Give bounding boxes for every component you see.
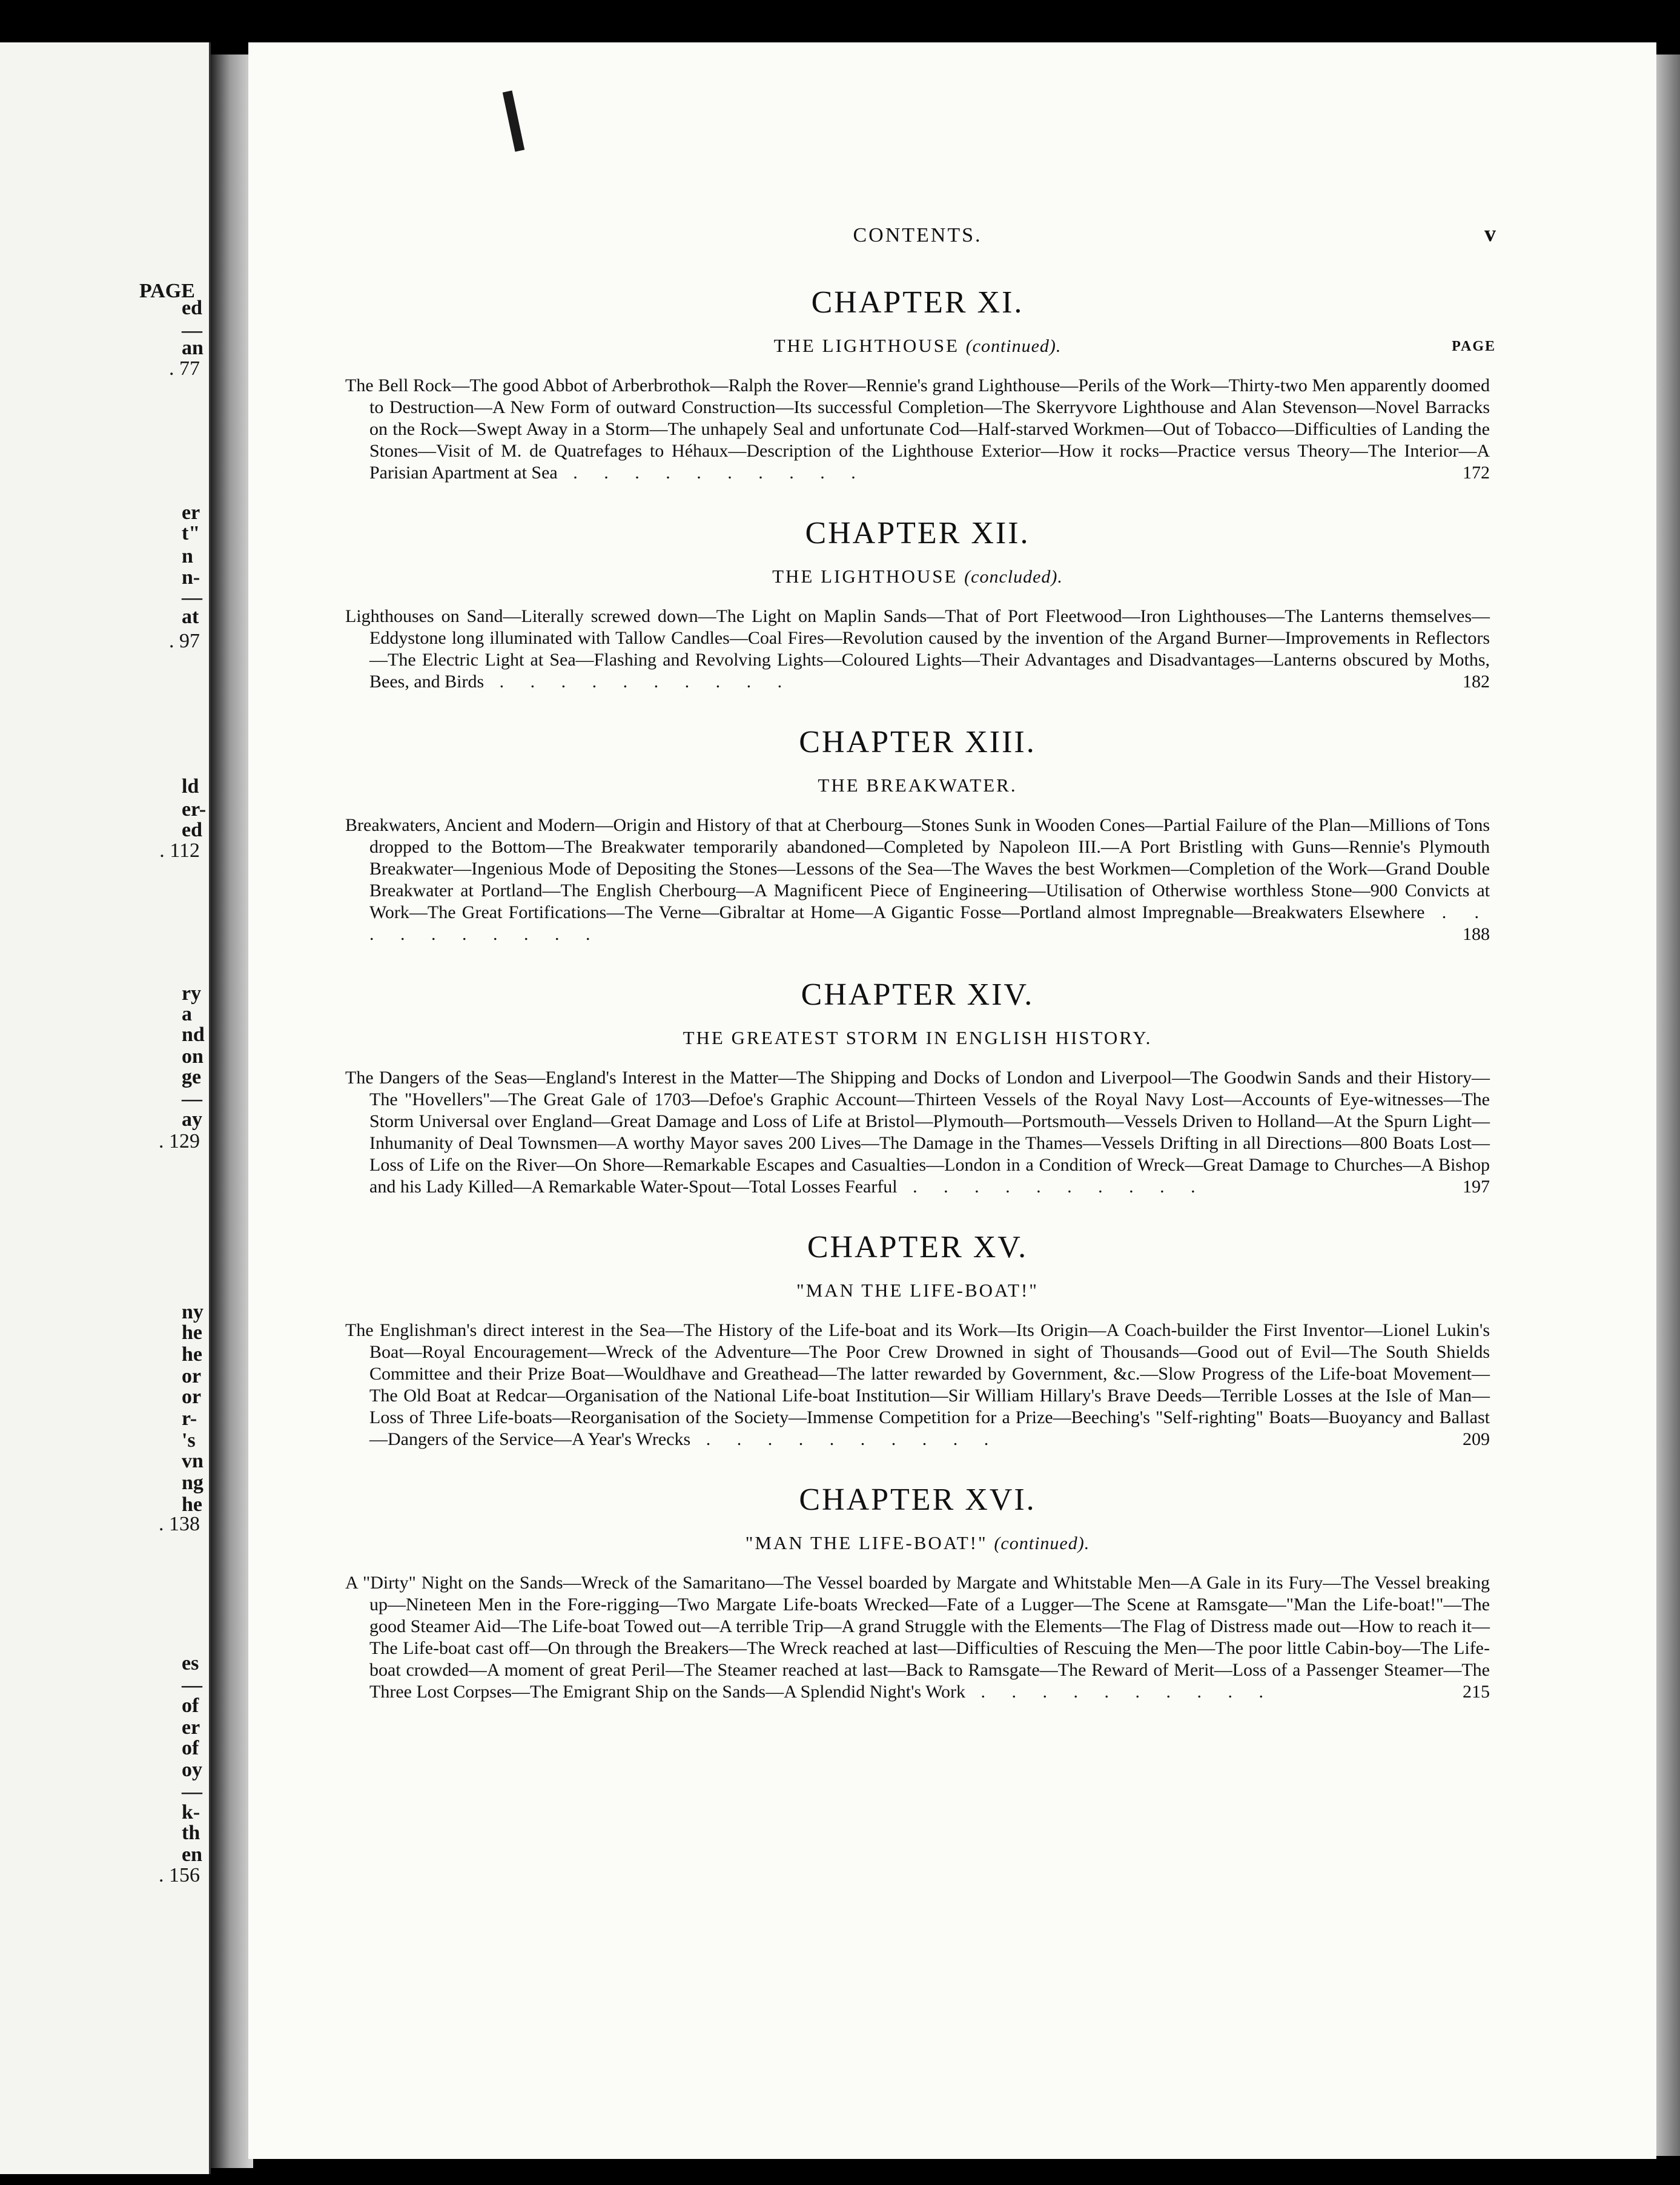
chapter-entry: [345, 1482, 1490, 1703]
chapter-title: CHAPTER XVI.: [799, 1483, 1036, 1517]
left-margin-fragment: er: [182, 501, 200, 524]
chapter-subtitle: [683, 1027, 1153, 1048]
chapter-description-text: The Englishman's direct interest in the Sea—The History of the Life-boat and its Work—Its Origin—A Coach-builder the First Inventor—Lionel Lukin's Boat—Royal Encouragement—Wreck of the Adventure—The Poor Crew Drowned in sight of Thousands—Good out of Evil—The South Shields Committee and their Prize Boat—Wouldhave and Greathead—The latter rewarded by Government, &c.—Slow Progress of the Life-boat Movement—The Old Boat at Redcar—Organisation of the National Life-boat Institution—Sir William Hillary's Brave Deeds—Terrible Losses at the Isle of Man—Loss of Three Life-boats—Reorganisation of the Society—Immense Competition for a Prize—Beeching's "Self-righting" Boats—Buoyancy and Ballast—Dangers of the Service—A Year's Wrecks: [345, 1320, 1490, 1449]
left-margin-fragment: he: [182, 1321, 202, 1344]
chapter-subtitle-row: [345, 1280, 1490, 1301]
dot-leader: . . . . . . . . . .: [897, 1177, 1206, 1197]
left-margin-fragment: n: [182, 545, 193, 567]
dot-leader: . . . . . . . . . .: [690, 1429, 1000, 1449]
chapter-page-number: 197: [1463, 1177, 1490, 1197]
chapter-subtitle-text: THE LIGHTHOUSE: [772, 566, 958, 587]
chapter-title: CHAPTER XV.: [807, 1230, 1028, 1264]
left-margin-fragment: —: [182, 1088, 202, 1110]
left-margin-fragment: a: [182, 1003, 192, 1025]
chapter-title: CHAPTER XIV.: [801, 977, 1034, 1012]
left-margin-fragment: ed: [182, 819, 202, 841]
chapter-subtitle: [818, 775, 1017, 796]
left-margin-fragment: at: [182, 606, 199, 628]
left-margin-fragment: or: [182, 1365, 202, 1387]
chapter-subtitle-text: THE LIGHTHOUSE: [773, 335, 959, 356]
chapter-entry: [345, 515, 1490, 693]
left-margin-fragment: of: [182, 1737, 199, 1759]
left-margin-fragment: . 129: [159, 1130, 200, 1152]
chapter-description: [345, 1067, 1490, 1198]
chapter-subtitle: [746, 1532, 1090, 1553]
left-margin-fragment: es: [182, 1652, 199, 1674]
left-margin-fragment: or: [182, 1386, 202, 1408]
chapter-subtitle-row: [345, 1027, 1490, 1049]
chapter-description-text: A "Dirty" Night on the Sands—Wreck of the Samaritano—The Vessel boarded by Margate and Whitstable Men—A Gale in its Fury—The Vessel breaking up—Nineteen Men in the Fore-rigging—Two Margate Life-boats Wrecked—Fate of a Lugger—The Scene at Ramsgate—"Man the Life-boat!"—The good Steamer Aid—The Life-boat Towed out—A terrible Trip—A grand Struggle with the Elements—The Flag of Distress made out—How to reach it—The Life-boat cast off—On through the Breakers—The Wreck reached at last—Difficulties of Rescuing the Men—The poor little Cabin-boy—The Life-boat crowded—A moment of great Peril—The Steamer reached at last—Back to Ramsgate—The Reward of Merit—Loss of a Passenger Steamer—The Three Lost Corpses—The Emigrant Ship on the Sands—A Splendid Night's Work: [345, 1573, 1490, 1702]
contents-body: [345, 218, 1496, 1703]
chapter-subtitle: [774, 335, 1062, 356]
chapter-description: [345, 606, 1490, 693]
left-margin-fragment: er: [182, 1716, 200, 1739]
chapter-subtitle-row: [345, 566, 1490, 587]
left-page: [0, 42, 211, 2174]
chapter-page-number: 188: [1463, 924, 1490, 944]
chapter-subtitle-row: [345, 335, 1496, 357]
dot-leader: . . . . . . . . . .: [557, 463, 867, 483]
left-margin-fragment: r-: [182, 1407, 197, 1430]
left-margin-fragment: —: [182, 1780, 202, 1803]
left-margin-fragment: . 112: [159, 839, 200, 862]
chapter-page-number: 209: [1463, 1429, 1490, 1449]
left-margin-fragment: . 138: [159, 1513, 200, 1535]
left-margin-fragment: ny: [182, 1301, 203, 1323]
chapter-description-text: Breakwaters, Ancient and Modern—Origin and History of that at Cherbourg—Stones Sunk in Wooden Cones—Partial Failure of the Plan—Millions of Tons dropped to the Bottom—The Breakwater temporarily abandoned—Completed by Napoleon III.—A Port Bristling with Guns—Rennie's Plymouth Breakwater—Ingenious Mode of Depositing the Stones—Lessons of the Sea—The Waves the best Workmen—Completion of the Work—Grand Double Breakwater at Portland—The English Cherbourg—A Magnificent Piece of Engineering—Utilisation of Otherwise worthless Stone—900 Convicts at Work—The Great Fortifications—The Verne—Gibraltar at Home—A Gigantic Fosse—Portland almost Impregnable—Breakwaters Elsewhere: [345, 815, 1490, 922]
chapter-subtitle-text: "MAN THE LIFE-BOAT!": [745, 1532, 988, 1553]
chapter-page-number: 215: [1463, 1682, 1490, 1702]
dot-leader: . . . . . . . . . .: [484, 672, 793, 692]
left-margin-fragment: k-: [182, 1801, 200, 1823]
left-margin-fragment: ed: [182, 297, 202, 319]
left-margin-fragment: . 77: [169, 357, 200, 380]
left-margin-fragment: ay: [182, 1108, 202, 1131]
left-margin-fragment: . 156: [159, 1864, 200, 1886]
left-margin-fragment: he: [182, 1493, 202, 1516]
chapter-list: [345, 285, 1496, 1703]
chapter-description: [345, 1572, 1490, 1703]
chapter-subtitle: [772, 566, 1063, 587]
chapter-subtitle-text: "MAN THE LIFE-BOAT!": [796, 1280, 1039, 1301]
chapter-subtitle: [796, 1280, 1039, 1301]
left-margin-fragment: nd: [182, 1023, 205, 1046]
chapter-title: CHAPTER XIII.: [799, 725, 1036, 759]
chapter-subtitle-note: (continued).: [994, 1533, 1090, 1553]
left-margin-fragment: ge: [182, 1066, 202, 1088]
chapter-subtitle-row: [345, 775, 1490, 796]
chapter-subtitle-text: THE GREATEST STORM IN ENGLISH HISTORY.: [683, 1027, 1153, 1048]
page-number: v: [1484, 221, 1496, 246]
chapter-subtitle-note: (continued).: [965, 336, 1062, 356]
chapter-entry: [345, 285, 1496, 484]
dot-leader: . . . . . . . . . .: [965, 1682, 1275, 1702]
left-margin-fragment: —: [182, 319, 202, 342]
left-margin-fragment: en: [182, 1843, 202, 1866]
chapter-description: [345, 1320, 1490, 1450]
chapter-title: CHAPTER XII.: [805, 516, 1030, 550]
left-margin-fragment: vn: [182, 1450, 203, 1472]
left-margin-fragment: . 97: [169, 630, 200, 652]
chapter-subtitle-note: (concluded).: [964, 567, 1063, 587]
left-margin-fragment: an: [182, 337, 203, 359]
left-margin-fragment: —: [182, 586, 202, 609]
chapter-description: [345, 375, 1490, 484]
chapter-description-text: Lighthouses on Sand—Literally screwed down—The Light on Maplin Sands—That of Port Fleetwood—Iron Lighthouses—The Lanterns themselves—Eddystone long illuminated with Tallow Candles—Coal Fires—Revolution caused by the invention of the Argand Burner—Improvements in Reflectors—The Electric Light at Sea—Flashing and Revolving Lights—Coloured Lights—Their Advantages and Disadvantages—Lanterns obscured by Moths, Bees, and Birds: [345, 606, 1490, 692]
left-margin-fragment: er-: [182, 798, 207, 821]
chapter-description-text: The Dangers of the Seas—England's Interest in the Matter—The Shipping and Docks of London and Liverpool—The Goodwin Sands and their History—The "Hovellers"—The Great Gale of 1703—Defoe's Graphic Account—Thirteen Vessels of the Royal Navy Lost—Accounts of Eye-witnesses—The Storm Universal over England—Great Damage and Loss of Life at Bristol—Plymouth—Portsmouth—Vessels Driven to Holland—At the Spurn Light—Inhumanity of Deal Townsmen—A worthy Mayor saves 200 Lives—The Damage in the Thames—Vessels Drifting in all Directions—800 Boats Lost—Loss of Life on the River—On Shore—Remarkable Escapes and Casualties—London in a Condition of Wreck—Great Damage to Churches—A Bishop and his Lady Killed—A Remarkable Water-Spout—Total Losses Fearful: [345, 1068, 1490, 1197]
chapter-subtitle-row: [345, 1532, 1490, 1554]
chapter-title: CHAPTER XI.: [811, 285, 1024, 320]
chapter-subtitle-text: THE BREAKWATER.: [818, 775, 1017, 796]
left-margin-fragment: th: [182, 1822, 200, 1844]
chapter-entry: [345, 1229, 1490, 1450]
left-margin-fragment: PAGE: [139, 280, 195, 302]
left-margin-fragment: 's: [182, 1429, 196, 1452]
chapter-entry: [345, 977, 1490, 1198]
left-margin-fragment: ld: [182, 775, 199, 798]
left-margin-fragment: ry: [182, 982, 202, 1005]
running-head: [345, 218, 1496, 260]
chapter-description-text: The Bell Rock—The good Abbot of Arberbrothok—Ralph the Rover—Rennie's grand Lighthouse—Perils of the Work—Thirty-two Men apparently doomed to Destruction—A New Form of outward Construction—Its successful Completion—The Skerryvore Lighthouse and Alan Stevenson—Novel Barracks on the Rock—Swept Away in a Storm—The unhapely Seal and unfortunate Cod—Half-starved Workmen—Out of Tobacco—Difficulties of Landing the Stones—Visit of M. de Quatrefages to Héhaux—Description of the Lighthouse Exterior—How it rocks—Practice versus Theory—The Interior—A Parisian Apartment at Sea: [345, 375, 1490, 483]
page-column-label: PAGE: [1452, 339, 1496, 354]
running-head-title: CONTENTS.: [853, 224, 982, 246]
left-margin-fragment: ng: [182, 1472, 203, 1494]
left-margin-fragment: he: [182, 1343, 202, 1366]
left-margin-fragment: oy: [182, 1759, 202, 1781]
left-margin-fragment: on: [182, 1045, 203, 1068]
chapter-page-number: 182: [1463, 672, 1490, 692]
book-gutter: [211, 55, 253, 2168]
left-margin-fragment: —: [182, 1674, 202, 1696]
left-margin-fragment: n-: [182, 566, 200, 589]
chapter-entry: [345, 724, 1490, 945]
chapter-description: [345, 815, 1490, 945]
left-margin-fragment: of: [182, 1694, 199, 1717]
left-margin-fragment: t": [182, 522, 200, 544]
page-edge: [1656, 55, 1680, 2156]
dot-leader: . . . . . . . . . .: [369, 902, 1490, 944]
chapter-page-number: 172: [1463, 463, 1490, 483]
